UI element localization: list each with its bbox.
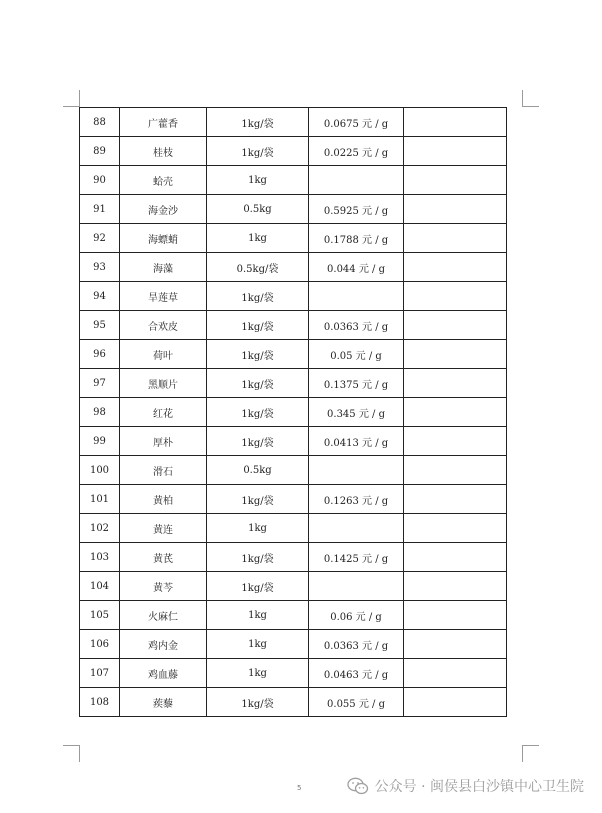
cell-price: 0.1425 元 / g	[309, 543, 404, 572]
table-row	[80, 166, 507, 195]
cell-price: 0.1375 元 / g	[309, 369, 404, 398]
table-row	[80, 224, 507, 253]
cell-extra	[404, 427, 507, 456]
table-row	[80, 427, 507, 456]
cell-number: 105	[80, 601, 120, 630]
page-number: 5	[297, 784, 302, 792]
cell-herb-name: 黄芩	[120, 572, 207, 601]
cell-price: 0.345 元 / g	[309, 398, 404, 427]
cell-spec: 1kg/袋	[207, 340, 309, 369]
cell-spec: 0.5kg	[207, 195, 309, 224]
cell-herb-name: 黄柏	[120, 485, 207, 514]
cell-extra	[404, 514, 507, 543]
cell-spec: 1kg	[207, 601, 309, 630]
cell-extra	[404, 137, 507, 166]
cell-extra	[404, 456, 507, 485]
cell-number: 108	[80, 688, 120, 717]
cell-herb-name: 旱莲草	[120, 282, 207, 311]
cell-extra	[404, 398, 507, 427]
cell-extra	[404, 630, 507, 659]
cell-number: 95	[80, 311, 120, 340]
cell-herb-name: 黑顺片	[120, 369, 207, 398]
cell-extra	[404, 282, 507, 311]
cell-number: 88	[80, 108, 120, 137]
footer-text: 公众号 · 闽侯县白沙镇中心卫生院	[374, 779, 584, 795]
cell-herb-name: 红花	[120, 398, 207, 427]
cell-price	[309, 456, 404, 485]
crop-mark-bottom-left	[63, 745, 80, 762]
cell-spec: 0.5kg	[207, 456, 309, 485]
cell-number: 92	[80, 224, 120, 253]
table-row	[80, 311, 507, 340]
cell-extra	[404, 601, 507, 630]
wechat-icon	[347, 777, 369, 795]
cell-number: 106	[80, 630, 120, 659]
cell-number: 90	[80, 166, 120, 195]
cell-herb-name: 鸡内金	[120, 630, 207, 659]
cell-spec: 1kg/袋	[207, 311, 309, 340]
cell-extra	[404, 543, 507, 572]
cell-extra	[404, 572, 507, 601]
table-row	[80, 659, 507, 688]
cell-number: 99	[80, 427, 120, 456]
table-row	[80, 485, 507, 514]
cell-herb-name: 合欢皮	[120, 311, 207, 340]
table-row	[80, 601, 507, 630]
cell-spec: 1kg	[207, 514, 309, 543]
table-row	[80, 514, 507, 543]
cell-herb-name: 黄连	[120, 514, 207, 543]
cell-number: 97	[80, 369, 120, 398]
cell-spec: 0.5kg/袋	[207, 253, 309, 282]
crop-mark-top-right	[522, 90, 539, 107]
cell-spec: 1kg/袋	[207, 369, 309, 398]
crop-mark-bottom-right	[522, 745, 539, 762]
cell-number: 104	[80, 572, 120, 601]
cell-extra	[404, 340, 507, 369]
cell-extra	[404, 253, 507, 282]
table-row	[80, 398, 507, 427]
cell-herb-name: 海螵蛸	[120, 224, 207, 253]
cell-herb-name: 蛤壳	[120, 166, 207, 195]
cell-spec: 1kg/袋	[207, 572, 309, 601]
cell-number: 89	[80, 137, 120, 166]
cell-number: 96	[80, 340, 120, 369]
cell-herb-name: 荷叶	[120, 340, 207, 369]
cell-herb-name: 蒺藜	[120, 688, 207, 717]
table-row	[80, 195, 507, 224]
cell-spec: 1kg/袋	[207, 108, 309, 137]
table-row	[80, 282, 507, 311]
table-row	[80, 572, 507, 601]
table-row	[80, 543, 507, 572]
cell-extra	[404, 311, 507, 340]
cell-spec: 1kg/袋	[207, 543, 309, 572]
cell-herb-name: 桂枝	[120, 137, 207, 166]
cell-number: 107	[80, 659, 120, 688]
cell-price: 0.0363 元 / g	[309, 311, 404, 340]
cell-price: 0.055 元 / g	[309, 688, 404, 717]
cell-spec: 1kg/袋	[207, 485, 309, 514]
cell-price	[309, 282, 404, 311]
table-row	[80, 137, 507, 166]
cell-spec: 1kg	[207, 630, 309, 659]
cell-herb-name: 厚朴	[120, 427, 207, 456]
cell-extra	[404, 224, 507, 253]
cell-spec: 1kg	[207, 659, 309, 688]
table-row	[80, 340, 507, 369]
cell-spec: 1kg	[207, 224, 309, 253]
cell-number: 98	[80, 398, 120, 427]
cell-herb-name: 海金沙	[120, 195, 207, 224]
cell-extra	[404, 166, 507, 195]
cell-herb-name: 滑石	[120, 456, 207, 485]
cell-price	[309, 166, 404, 195]
cell-number: 103	[80, 543, 120, 572]
cell-price: 0.06 元 / g	[309, 601, 404, 630]
cell-price: 0.5925 元 / g	[309, 195, 404, 224]
cell-number: 93	[80, 253, 120, 282]
cell-herb-name: 海藻	[120, 253, 207, 282]
cell-spec: 1kg/袋	[207, 137, 309, 166]
cell-herb-name: 黄芪	[120, 543, 207, 572]
cell-extra	[404, 195, 507, 224]
cell-extra	[404, 369, 507, 398]
cell-herb-name: 鸡血藤	[120, 659, 207, 688]
cell-spec: 1kg/袋	[207, 427, 309, 456]
cell-price: 0.044 元 / g	[309, 253, 404, 282]
cell-number: 91	[80, 195, 120, 224]
table-row	[80, 456, 507, 485]
cell-spec: 1kg/袋	[207, 398, 309, 427]
table-row	[80, 688, 507, 717]
cell-number: 100	[80, 456, 120, 485]
cell-price: 0.1263 元 / g	[309, 485, 404, 514]
cell-number: 94	[80, 282, 120, 311]
table-row	[80, 369, 507, 398]
crop-mark-top-left	[63, 90, 80, 107]
cell-extra	[404, 688, 507, 717]
cell-price: 0.0413 元 / g	[309, 427, 404, 456]
cell-price: 0.0225 元 / g	[309, 137, 404, 166]
cell-number: 102	[80, 514, 120, 543]
cell-extra	[404, 659, 507, 688]
cell-price: 0.1788 元 / g	[309, 224, 404, 253]
cell-spec: 1kg/袋	[207, 688, 309, 717]
table-row	[80, 630, 507, 659]
cell-herb-name: 广藿香	[120, 108, 207, 137]
cell-price: 0.05 元 / g	[309, 340, 404, 369]
table-row	[80, 108, 507, 137]
cell-price	[309, 514, 404, 543]
cell-price: 0.0675 元 / g	[309, 108, 404, 137]
cell-extra	[404, 108, 507, 137]
cell-herb-name: 火麻仁	[120, 601, 207, 630]
table-row	[80, 253, 507, 282]
footer-watermark	[347, 776, 584, 796]
cell-extra	[404, 485, 507, 514]
cell-price	[309, 572, 404, 601]
cell-spec: 1kg	[207, 166, 309, 195]
cell-number: 101	[80, 485, 120, 514]
cell-spec: 1kg/袋	[207, 282, 309, 311]
cell-price: 0.0363 元 / g	[309, 630, 404, 659]
herb-price-table	[79, 107, 507, 717]
cell-price: 0.0463 元 / g	[309, 659, 404, 688]
table-body	[80, 108, 507, 717]
